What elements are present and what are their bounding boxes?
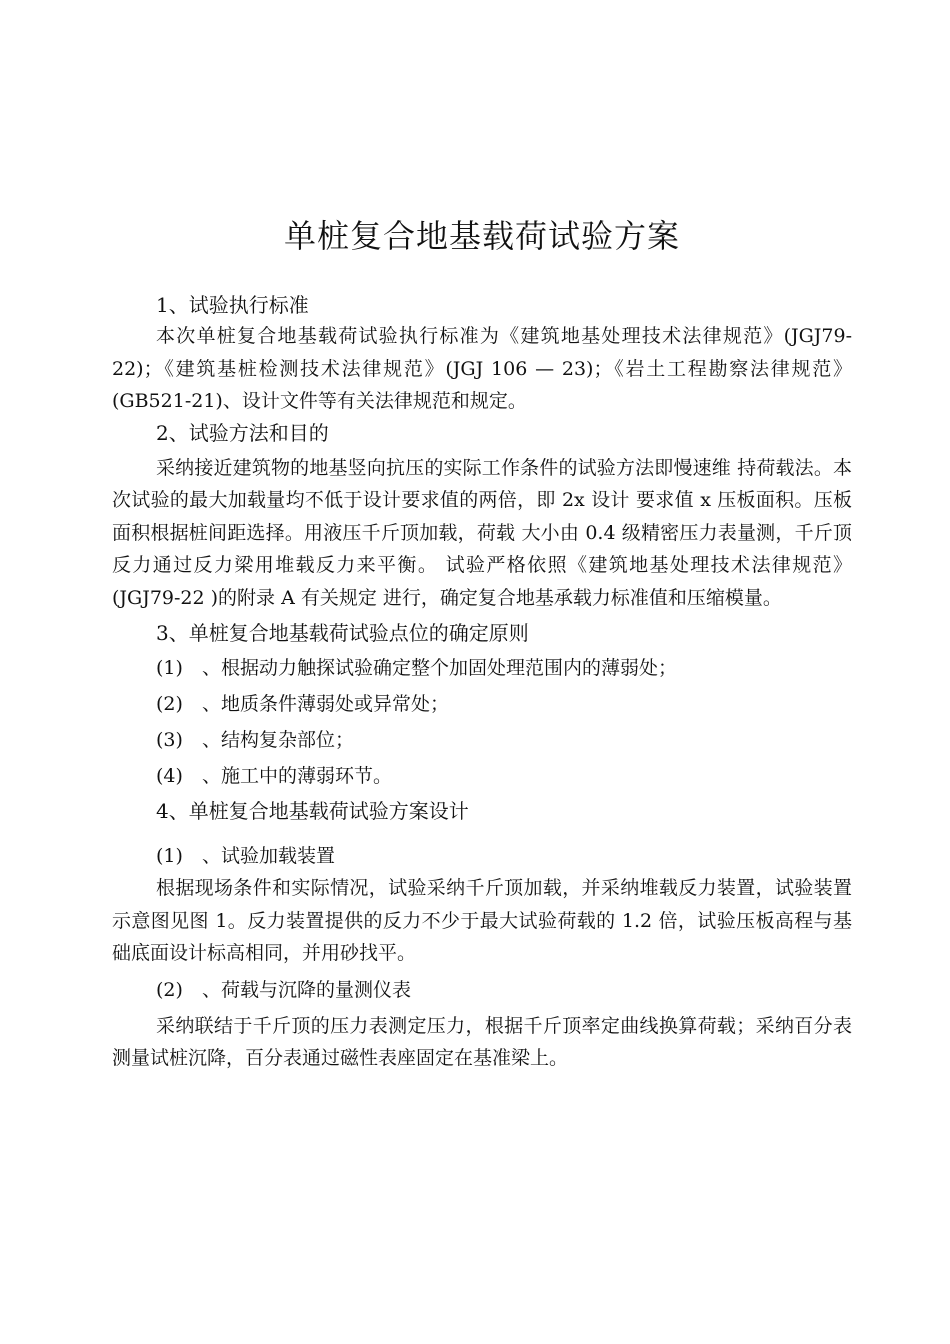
list-item: (2) 、地质条件薄弱处或异常处； — [156, 693, 450, 715]
section-4-heading: 4、单桩复合地基载荷试验方案设计 — [156, 799, 469, 823]
section-4-1-paragraph: 根据现场条件和实际情况，试验采纳千斤顶加载，并采纳堆载反力装置，试验装置示意图见图 1。反力装置提供的反力不少于最大试验荷载的 1.2 倍，试验压板高程与基础底面设计标高相同，并用砂找平。 — [112, 877, 852, 964]
section-2-paragraph: 采纳接近建筑物的地基竖向抗压的实际工作条件的试验方法即慢速维 持荷载法。本次试验的最大加载量均不低于设计要求值的两倍，即 2x 设计 要求值 x 压板面积。压板面积根据桩间距选择。用液压千斤顶加载，荷载 大小由 0.4 级精密压力表量测，千斤顶反力通过反力梁用堆载反力来平衡。 试验严格依照《建筑地基处理技术法律规范》(JGJ79-22 )的附录 A 有关规定 进行，确定复合地基承载力标准值和压缩模量。 — [112, 456, 852, 609]
section-3-heading: 3、单桩复合地基载荷试验点位的确定原则 — [156, 621, 529, 645]
section-4-1-heading: (1) 、试验加载装置 — [156, 845, 336, 867]
list-item: (3) 、结构复杂部位； — [156, 729, 355, 751]
document-body — [112, 290, 852, 1075]
section-4-2-heading: (2) 、荷载与沉降的量测仪表 — [156, 978, 412, 1001]
section-2-heading: 2、试验方法和目的 — [156, 420, 329, 445]
list-item: (1) 、根据动力触探试验确定整个加固处理范围内的薄弱处； — [156, 657, 678, 679]
section-4-2-paragraph: 采纳联结于千斤顶的压力表测定压力，根据千斤顶率定曲线换算荷载；采纳百分表测量试桩沉降，百分表通过磁性表座固定在基准梁上。 — [112, 1014, 852, 1069]
section-1-heading: 1、试验执行标准 — [156, 293, 309, 317]
section-1-paragraph: 本次单桩复合地基载荷试验执行标准为《建筑地基处理技术法律规范》(JGJ79-22)；《建筑基桩检测技术法律规范》(JGJ 106 — 23)；《岩土工程勘察法律规范》(GB521-21)、设计文件等有关法律规范和规定。 — [112, 325, 852, 412]
document-title: 单桩复合地基载荷试验方案 — [283, 217, 680, 255]
list-item: (4) 、施工中的薄弱环节。 — [156, 765, 393, 787]
